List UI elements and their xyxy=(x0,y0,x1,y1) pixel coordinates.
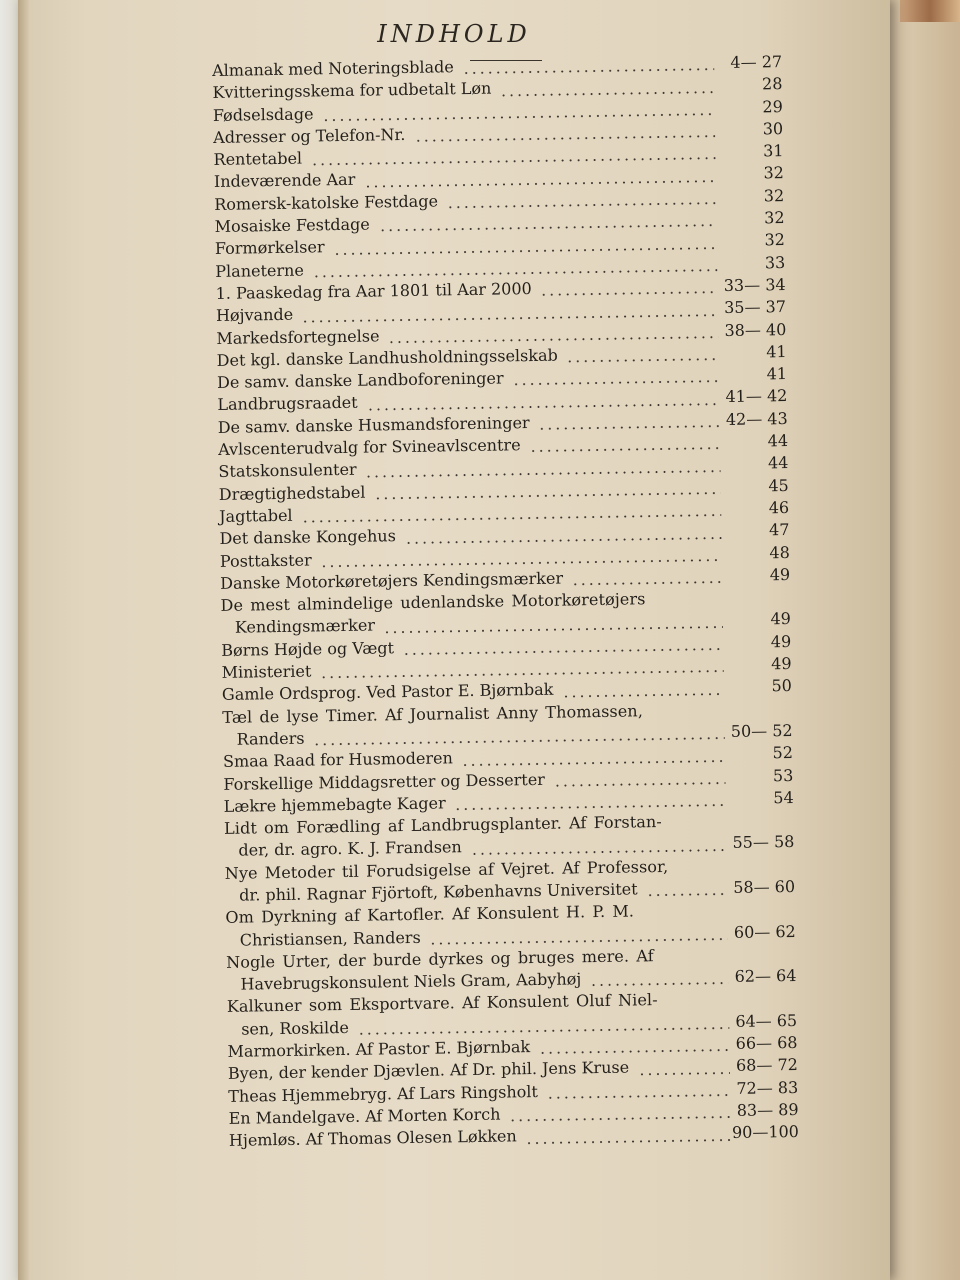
toc-entry-page: 50 xyxy=(771,676,793,696)
toc-entry-title: De mest almindelige udenlandske Motorkøretøjers xyxy=(220,589,646,616)
toc-entry-page: 60— 62 xyxy=(733,921,796,942)
toc-entry-title: Avlscenterudvalg for Svineavlscentre xyxy=(217,435,521,459)
toc-entry-title: Statskonsulenter xyxy=(218,460,357,482)
page-heading: INDHOLD xyxy=(377,20,531,48)
toc-entry-title: Det kgl. danske Landhusholdningsselskab xyxy=(216,345,558,370)
toc-entry-page: 29 xyxy=(762,96,783,116)
toc-entry-title: Gamle Ordsprog. Ved Pastor E. Bjørnbak xyxy=(221,680,554,705)
toc-entry-title: Markedsfortegnelse xyxy=(216,325,380,348)
toc-entry-title: Almanak med Noteringsblade xyxy=(212,57,454,80)
toc-entry-page: 83— 89 xyxy=(736,1099,799,1120)
toc-entry-page: 64— 65 xyxy=(735,1010,798,1031)
toc-entry-title: Smaa Raad for Husmoderen xyxy=(222,748,453,772)
toc-entry-title: Landbrugsraadet xyxy=(217,393,358,415)
toc-entry-page: 31 xyxy=(762,141,784,161)
toc-entry-page: 62— 64 xyxy=(734,966,797,987)
toc-entry-page: 52 xyxy=(772,743,794,763)
toc-entry-title-continued: sen, Roskilde xyxy=(241,1017,350,1039)
toc-entry-page: 68— 72 xyxy=(735,1055,799,1076)
toc-entry-page: 49 xyxy=(770,609,791,629)
toc-entry-page: 49 xyxy=(771,653,792,674)
toc-entry-page: 44 xyxy=(767,431,789,451)
toc-entry-page: 33 xyxy=(764,252,786,273)
toc-entry-title-continued: der, dr. agro. K. J. Frandsen xyxy=(238,837,462,861)
toc-entry-title: Lidt om Forædling af Landbrugsplanter. Af Forstan- xyxy=(223,812,662,838)
toc-entry-page: 45 xyxy=(768,475,789,495)
toc-entry-page: 41 xyxy=(766,341,787,362)
toc-entry-page: 42— 43 xyxy=(725,408,788,429)
adjacent-page-illustration xyxy=(900,0,960,22)
toc-entry-title: Indeværende Aar xyxy=(213,170,356,192)
toc-entry-title: Adresser og Telefon-Nr. xyxy=(213,124,406,147)
toc-entry-title: Børns Højde og Vægt xyxy=(221,637,395,660)
toc-entry-title: Lækre hjemmebagte Kager xyxy=(223,793,446,816)
toc-entry-page: 32 xyxy=(764,208,785,228)
toc-entry-title: Kvitteringsskema for udbetalt Løn xyxy=(212,78,492,103)
toc-entry-page: 54 xyxy=(773,787,794,808)
toc-entry-page: 49 xyxy=(770,631,792,652)
toc-entry-page: 32 xyxy=(764,230,786,250)
toc-entry-title: Forskellige Middagsretter og Desserter xyxy=(223,769,546,794)
toc-entry-title: En Mandelgave. Af Morten Korch xyxy=(228,1104,501,1128)
toc-entry-page: 55— 58 xyxy=(732,832,795,853)
toc-entry-title: Ministeriet xyxy=(221,661,312,682)
toc-entry-title: Byen, der kender Djævlen. Af Dr. phil. Jens Kruse xyxy=(227,1057,630,1084)
toc-entry-title: Nye Metoder til Forudsigelse af Vejret. Af Professor, xyxy=(224,856,669,883)
toc-entry-page: 50— 52 xyxy=(730,720,793,741)
toc-entry-title: Danske Motorkøretøjers Kendingsmærker xyxy=(220,568,564,593)
toc-entry-page: 30 xyxy=(762,118,784,139)
toc-entry-page: 32 xyxy=(763,185,785,206)
toc-entry-page: 4— 27 xyxy=(730,52,783,72)
toc-entry-title: 1. Paaskedag fra Aar 1801 til Aar 2000 xyxy=(215,278,532,303)
toc-entry-title: Kalkuner som Eksportvare. Af Konsulent Oluf Niel- xyxy=(226,990,658,1017)
toc-entry-title: Posttakster xyxy=(219,550,312,571)
toc-entry-title: Jagttabel xyxy=(219,505,293,526)
toc-entry-page: 66— 68 xyxy=(735,1032,798,1053)
toc-entry-page: 33— 34 xyxy=(723,274,786,295)
toc-entry-title-continued: Havebrugskonsulent Niels Gram, Aabyhøj xyxy=(240,969,582,994)
toc-entry-page: 53 xyxy=(772,765,794,785)
toc-entry-title: Marmorkirken. Af Pastor E. Bjørnbak xyxy=(227,1037,531,1061)
toc-entry-page: 58— 60 xyxy=(733,876,796,897)
toc-entry-title: De samv. danske Landboforeninger xyxy=(216,368,504,393)
toc-entry-page: 35— 37 xyxy=(723,297,787,318)
toc-entry-page: 28 xyxy=(761,74,783,94)
toc-entry-title: Theas Hjemmebryg. Af Lars Ringsholt xyxy=(228,1081,539,1106)
toc-entry-title: Hjemløs. Af Thomas Olesen Løkken xyxy=(228,1126,517,1151)
toc-entry-page: 49 xyxy=(769,564,791,585)
toc-entry-page: 90—100 xyxy=(731,1122,800,1143)
toc-entry-title: Fødselsdage xyxy=(212,104,314,125)
toc-entry-title: Tæl de lyse Timer. Af Journalist Anny Thomassen, xyxy=(222,700,644,727)
toc-entry-page: 38— 40 xyxy=(724,319,787,340)
table-of-contents xyxy=(212,51,799,1152)
toc-entry-title: Det danske Kongehus xyxy=(219,526,397,549)
toc-entry-title: Romersk-katolske Festdage xyxy=(214,191,439,214)
book-page xyxy=(18,0,890,1280)
adjacent-page-right xyxy=(882,0,960,1280)
toc-entry-title: Planeterne xyxy=(215,260,304,281)
toc-entry-page: 48 xyxy=(769,542,790,562)
toc-entry-title: Mosaiske Festdage xyxy=(214,214,370,237)
toc-entry-title-continued: Kendingsmærker xyxy=(234,615,376,638)
toc-entry-title: Rentetabel xyxy=(213,148,303,170)
toc-entry-title: Formørkelser xyxy=(214,237,325,259)
toc-entry-title: De samv. danske Husmandsforeninger xyxy=(217,412,530,437)
toc-entry-page: 47 xyxy=(768,520,790,540)
page-fold-shadow xyxy=(18,0,30,1280)
toc-entry-page: 44 xyxy=(767,453,789,473)
toc-entry-title: Om Dyrkning af Kartofler. Af Konsulent H. P. M. xyxy=(225,901,635,928)
toc-entry-page: 46 xyxy=(768,497,790,518)
toc-entry-title-continued: Christiansen, Randers xyxy=(239,927,421,950)
toc-entry-title-continued: Randers xyxy=(236,728,305,749)
toc-entry-page: 41— 42 xyxy=(725,386,788,407)
toc-entry-title: Nogle Urter, der burde dyrkes og bruges mere. Af xyxy=(226,946,654,972)
toc-entry-title: Drægtighedstabel xyxy=(218,482,366,504)
toc-entry-title-continued: dr. phil. Ragnar Fjörtoft, Københavns Universitet xyxy=(238,879,638,905)
toc-entry-page: 32 xyxy=(763,163,784,183)
toc-entry-page: 72— 83 xyxy=(736,1077,799,1098)
toc-entry-page: 41 xyxy=(766,364,788,384)
toc-entry-title: Højvande xyxy=(215,305,294,326)
